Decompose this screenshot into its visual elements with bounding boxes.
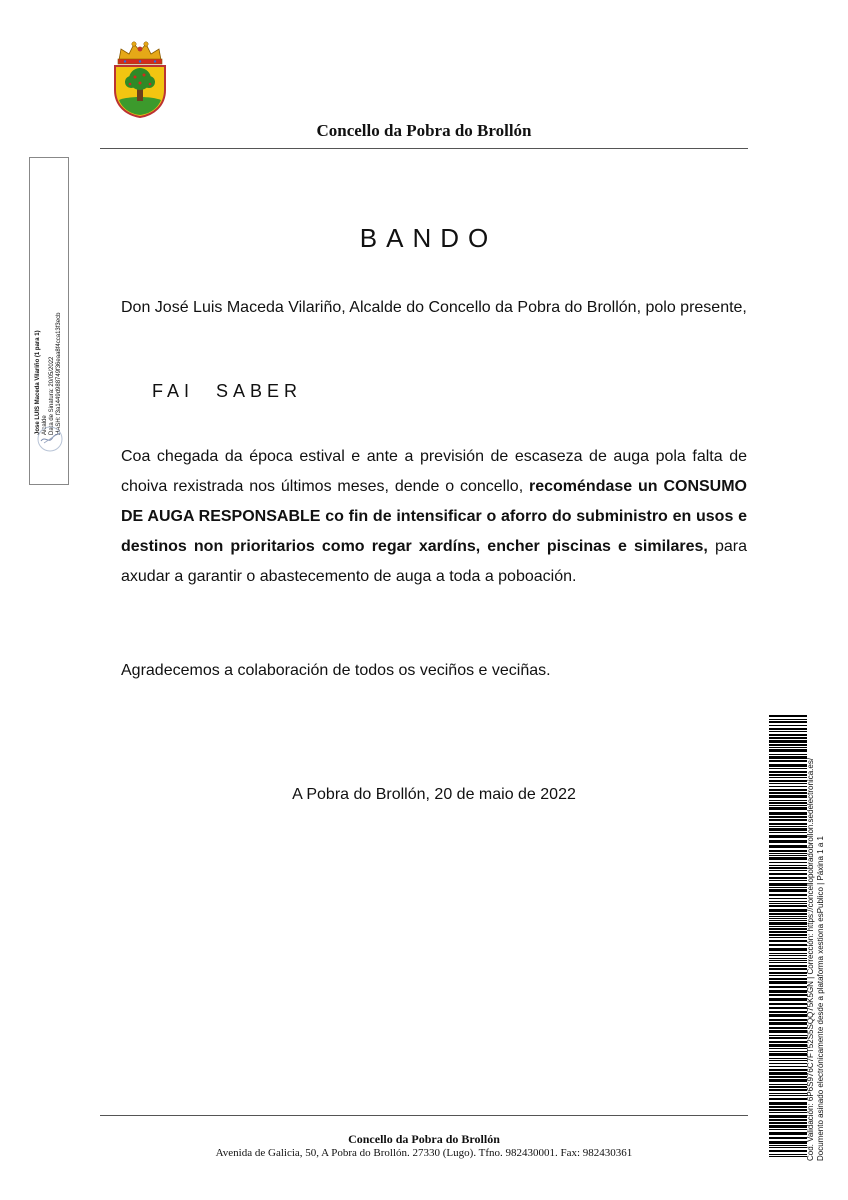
intro-paragraph: Don José Luis Maceda Vilariño, Alcalde do Concello da Pobra do Brollón, polo presente, [121,299,747,316]
footer-divider [100,1115,748,1116]
fai-word: FAI [152,381,195,401]
validation-code: Cod. Validación: 6P6S976C7FT52S5SQQ75K5GN | Corrección: https://concellopobradobrollon.sedelectronica.es/ [806,757,815,1161]
main-paragraph-part1: Coa chegada da época estival e ante a previsión de escaseza de auga pola falta de choiva rexistrada nos últimos meses, dende o concello, [121,448,747,495]
barcode-icon [769,715,807,1157]
header-divider [100,148,748,149]
signature-hash: HASH: f3a1449d988749f36eaa8f4cca13f3ecb [56,312,62,435]
fai-saber-heading [152,381,302,402]
coat-of-arms-icon [111,40,169,118]
main-paragraph [121,442,747,592]
footer-title: Concello da Pobra do Brollón [348,1132,500,1146]
main-paragraph-part2: para axudar a garantir o abastecemento de auga a toda a poboación. [121,538,748,585]
dateline: A Pobra do Brollón, 20 de maio de 2022 [292,786,576,803]
signature-stamp-icon [36,425,64,453]
signer-name: Jose LUIS Maceda Vilariño (1 para 1) [35,330,41,435]
saber-word: SABER [216,381,303,401]
signature-text [35,205,63,435]
main-paragraph-bold: recoméndase un CONSUMO DE AUGA RESPONSABLE co fin de intensificar o aforro do subministro en usos e destinos non prioritarios como regar xardíns, encher piscinas e similares, [121,478,747,555]
thanks-paragraph: Agradecemos a colaboración de todos os veciños e veciñas. [121,662,551,679]
document-title: BANDO [359,223,498,253]
signer-role: Alcalde [42,415,48,435]
footer-address: Avenida de Galicia, 50, A Pobra do Brollón. 27330 (Lugo). Tfno. 982430001. Fax: 982430361 [215,1147,633,1159]
signature-date: Data de Sinatura: 20/05/2022 [49,356,55,435]
validation-text [806,711,826,1161]
header-title: Concello da Pobra do Brollón [316,121,532,140]
validation-platform: Documento asinado electrónicamente desde a plataforma xestiona esPublico | Páxina 1 a 1 [816,836,825,1161]
